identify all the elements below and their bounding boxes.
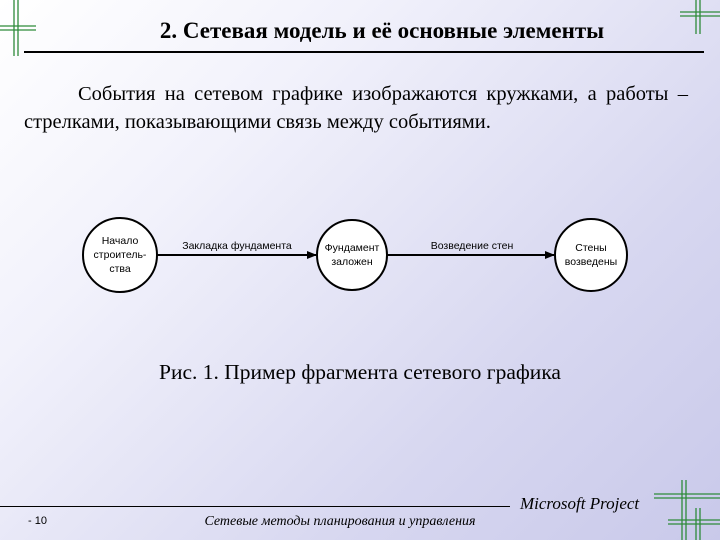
footer-course-title: Сетевые методы планирования и управления: [204, 514, 476, 529]
footer-divider: [0, 506, 510, 507]
event-walls-label-line-2: возведены: [564, 256, 618, 268]
work-walls-label: Возведение стен: [430, 240, 514, 252]
intro-paragraph: События на сетевом графике изображаются кружками, а работы – стрелками, показывающими связь между событиями.: [24, 83, 688, 133]
footer-brand: Microsoft Project: [520, 494, 640, 513]
event-walls-label-line-1: Стены: [575, 242, 607, 254]
event-walls-node: [555, 219, 627, 291]
event-start-label-line-2: строитель-: [93, 249, 147, 261]
event-start-label-line-1: Начало: [101, 235, 139, 247]
event-foundation-label-line-2: заложен: [331, 256, 373, 268]
figure-caption: Рис. 1. Пример фрагмента сетевого графика: [159, 360, 561, 384]
event-foundation-label-line-1: Фундамент: [324, 242, 380, 254]
event-start-label-line-3: ства: [109, 263, 131, 275]
event-foundation-node: [317, 220, 387, 290]
page-number: - 10: [28, 515, 47, 527]
work-foundation-label: Закладка фундамента: [182, 240, 292, 252]
slide-title: 2. Сетевая модель и её основные элементы: [159, 18, 605, 43]
